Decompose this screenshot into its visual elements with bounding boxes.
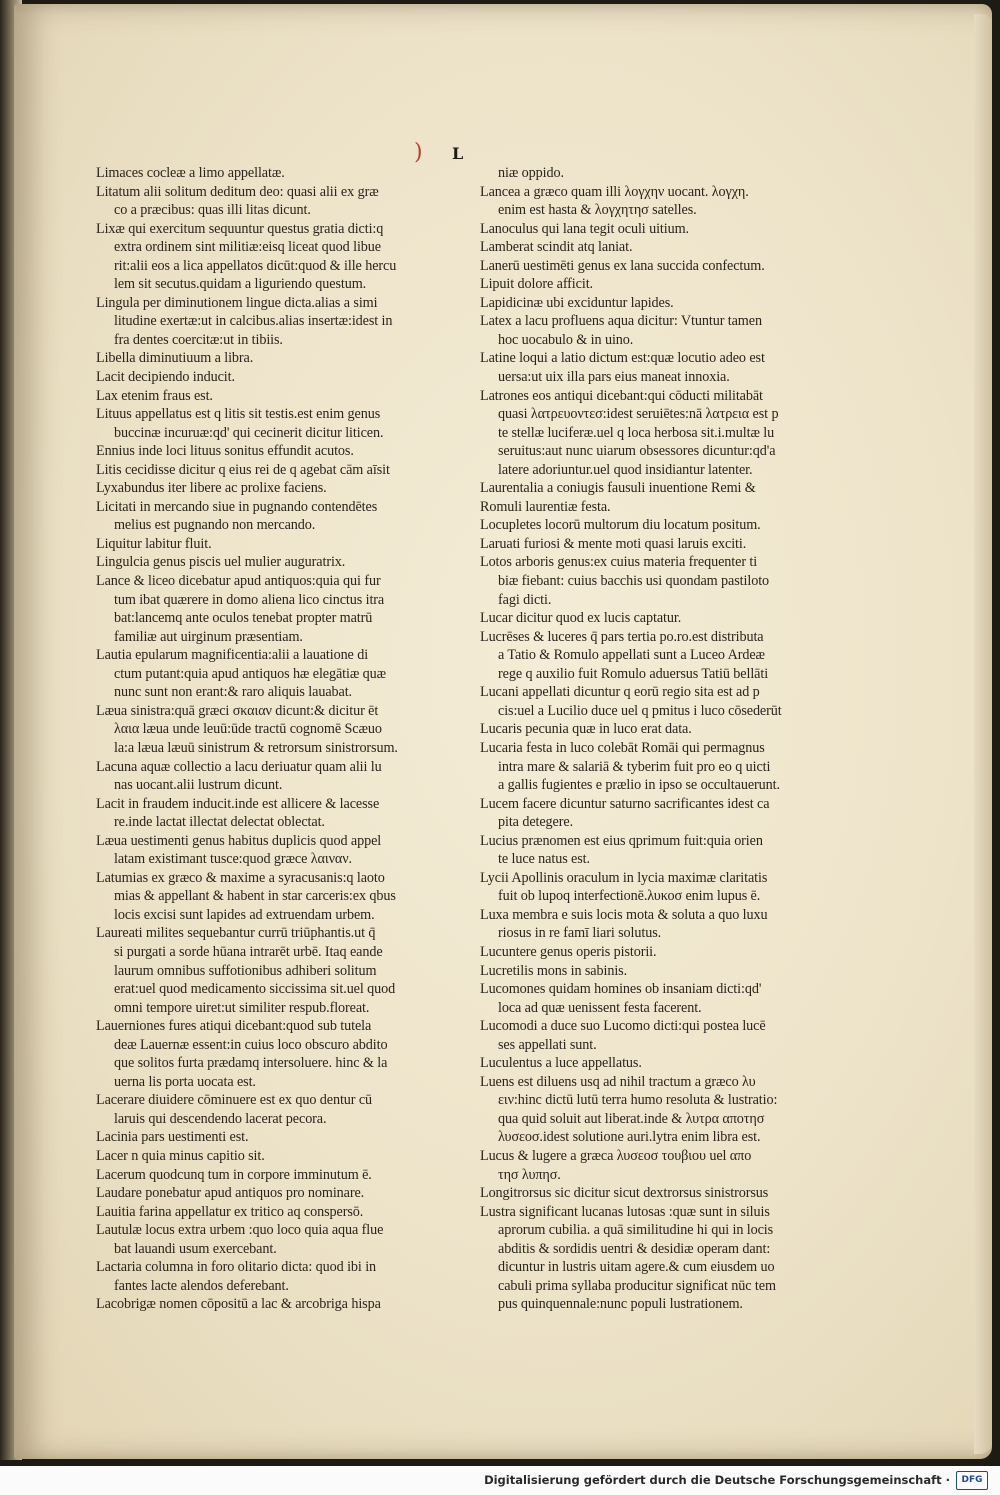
text-line: Lactaria columna in foro olitario dicta: quod ibi in xyxy=(96,1259,377,1276)
text-line: fra dentes coercitæ:ut in tibiis. xyxy=(114,331,283,348)
text-line: omni tempore uiret:ut similiter respub.floreat. xyxy=(114,999,370,1016)
dfg-logo: DFG xyxy=(956,1471,988,1490)
text-line: Litis cecidisse dicitur q eius rei de q agebat cām aīsit xyxy=(96,461,390,478)
text-line: melius est pugnando non mercando. xyxy=(114,517,316,534)
text-line: Lucomodi a duce suo Lucomo dicti:qui postea lucē xyxy=(480,1018,766,1035)
text-line: ses appellati sunt. xyxy=(498,1036,597,1053)
text-line: te stellæ luciferæ.uel q loca herbosa sit.i.multæ lu xyxy=(498,424,775,441)
text-line: extra ordinem sint militiæ:eisq liceat quod libue xyxy=(114,239,381,256)
funding-credit: Digitalisierung gefördert durch die Deutsche Forschungsgemeinschaft · xyxy=(484,1473,950,1487)
text-line: Lituus appellatus est q litis sit testis.est enim genus xyxy=(96,406,381,423)
text-line: fuit ob lupoq interfectionē.λυκοσ enim lupus ē. xyxy=(498,888,761,905)
text-line: Lucuntere genus operis pistorii. xyxy=(480,943,657,960)
text-line: cis:uel a Lucilio duce uel q pmitus i luco cōsederūt xyxy=(498,702,782,719)
text-line: Lacinia pars uestimenti est. xyxy=(96,1129,249,1146)
text-line: mias & appellant & habent in star carceris:ex qbus xyxy=(114,888,396,905)
text-line: Latumias ex græco & maxime a syracusanis:q laoto xyxy=(96,869,385,886)
text-line: ειν:hinc dictū lutū terra humo resoluta & lustratio: xyxy=(498,1092,778,1109)
text-line: rit:alii eos a lica appellatos dicūt:quod & ille hercu xyxy=(114,257,397,274)
text-line: Longitrorsus sic dicitur sicut dextrorsus sinistrorsus xyxy=(480,1185,769,1202)
text-line: Lacuna aquæ collectio a lacu deriuatur quam alii lu xyxy=(96,758,382,775)
text-line: hoc uocabulo & in uino. xyxy=(498,331,634,348)
text-line: Lucius prænomen est eius qprimum fuit:quia orien xyxy=(480,832,763,849)
text-line: pus quinquennale:nunc populi lustrationem. xyxy=(498,1296,743,1313)
text-line: Lucani appellati dicuntur q eorū regio sita est ad p xyxy=(480,684,760,701)
footer-bar xyxy=(0,1466,1000,1495)
text-line: Luculentus a luce appellatus. xyxy=(480,1055,642,1072)
text-line: si purgati a sorde hūana intrarēt urbē. Itaq eande xyxy=(114,943,383,960)
text-line: fantes lacte alendos deferebant. xyxy=(114,1277,289,1294)
page-edge xyxy=(974,14,992,1454)
text-line: Lauitia farina appellatur ex tritico aq conspersō. xyxy=(96,1203,364,1220)
text-line: uerna lis porta uocata est. xyxy=(114,1073,256,1090)
text-line: qua quid soluit aut liberat.inde & λυτρα αποτησ xyxy=(498,1110,765,1127)
text-line: λυσεοσ.idest solutione auri.lytra enim libra est. xyxy=(498,1129,761,1146)
text-line: Lautulæ locus extra urbem :quo loco quia aqua flue xyxy=(96,1222,384,1239)
text-line: Lance & liceo dicebatur apud antiquos:quia qui fur xyxy=(96,573,381,590)
text-line: ctum putant:quia apud antiquos hæ elegātiæ quæ xyxy=(114,665,387,682)
text-line: Lacer n quia minus capitio sit. xyxy=(96,1147,265,1164)
text-line: deæ Lauernæ essent:in cuius loco obscuro abdito xyxy=(114,1036,388,1053)
text-line: λαια læua unde leuū:ūde tractū cognomē Scæuo xyxy=(114,721,382,738)
text-line: Lancea a græco quam illi λογχην uocant. λογχη. xyxy=(480,183,749,200)
text-line: tum ibat quærere in domo aliena lico cinctus itra xyxy=(114,591,385,608)
text-line: Lotos arboris genus:ex cuius materia frequenter ti xyxy=(480,554,758,571)
text-line: Lapidicinæ ubi exciduntur lapides. xyxy=(480,294,674,311)
text-line: uersa:ut uix illa pars eius maneat innoxia. xyxy=(498,369,730,386)
red-rubric-mark: ) xyxy=(414,140,423,165)
text-line: Lacit decipiendo inducit. xyxy=(96,369,235,386)
text-line: locis excisi sunt lapides ad extruendam urbem. xyxy=(114,906,375,923)
text-line: Lauerniones fures atiqui dicebant:quod sub tutela xyxy=(96,1018,372,1035)
text-line: latam existimant tusce:quod græce λαιναν. xyxy=(114,851,352,868)
text-line: cabuli prima syllaba producitur significat nūc tem xyxy=(498,1277,776,1294)
text-line: intra mare & salariā & tyberim fuit pro eo q uicti xyxy=(498,758,771,775)
text-line: Lucaria festa in luco colebāt Romāi qui permagnus xyxy=(480,739,765,756)
text-line: buccinæ incuruæ:qd' qui cecinerit dicitur liticen. xyxy=(114,424,384,441)
text-line: Luens est diluens usq ad nihil tractum a græco λυ xyxy=(480,1073,756,1090)
text-line: Lacerum quodcunq tum in corpore imminutum ē. xyxy=(96,1166,372,1183)
text-line: Lanoculus qui lana tegit oculi uitium. xyxy=(480,220,689,237)
text-line: a Tatio & Romulo appellati sunt a Luceo Ardeæ xyxy=(498,647,765,664)
text-line: Læua sinistra:quā græci σκαιαν dicunt:& dicitur ēt xyxy=(96,702,379,719)
text-line: niæ oppido. xyxy=(498,165,564,181)
text-line: Lucrēses & luceres q̄ pars tertia po.ro.est distributa xyxy=(480,628,764,645)
manuscript-page xyxy=(14,4,992,1459)
text-line: familiæ aut uirginum præsentiam. xyxy=(114,628,303,645)
right-text-column xyxy=(480,164,842,1314)
text-line: Lucomones quidam homines ob insaniam dicti:qd' xyxy=(480,981,762,998)
text-line: Lyxabundus iter libere ac prolixe faciens. xyxy=(96,480,327,497)
text-line: Lacit in fraudem inducit.inde est allicere & lacesse xyxy=(96,795,380,812)
text-line: aprorum cubilia. a quā similitudine hi qui in locis xyxy=(498,1222,774,1239)
text-line: laruis qui descendendo lacerat pecora. xyxy=(114,1110,327,1127)
text-line: fagi dicti. xyxy=(498,591,552,608)
text-line: te luce natus est. xyxy=(498,851,590,868)
text-line: nas uocant.alii lustrum dicunt. xyxy=(114,777,283,794)
text-line: Lacerare diuidere cōminuere est ex quo dentur cū xyxy=(96,1092,373,1109)
text-line: erat:uel quod medicamento siccissima sit.uel quod xyxy=(114,981,396,998)
text-line: enim est hasta & λογχητησ satelles. xyxy=(498,202,697,219)
text-line: seruitus:aut nunc uiarum obsessores dicuntur:qd'a xyxy=(498,443,776,460)
text-line: Lustra significant lucanas lutosas :quæ sunt in siluis xyxy=(480,1203,770,1220)
text-line: Ennius inde loci lituus sonitus effundit acutos. xyxy=(96,443,354,460)
text-line: Liquitur labitur fluit. xyxy=(96,535,212,552)
left-text-column xyxy=(96,164,486,1314)
text-line: Lucar dicitur quod ex lucis captatur. xyxy=(480,610,682,627)
text-line: rege q auxilio fuit Romulo aduersus Tatiū bellāti xyxy=(498,665,769,682)
text-line: Latrones eos antiqui dicebant:qui cōducti militabāt xyxy=(480,387,763,404)
text-line: Laudare ponebatur apud antiquos pro nominare. xyxy=(96,1185,365,1202)
text-line: Lautia epularum magnificentia:alii a lauatione di xyxy=(96,647,369,664)
text-line: τησ λυπησ. xyxy=(498,1166,561,1183)
text-line: Laureati milites sequebantur currū triūphantis.ut q̄ xyxy=(96,925,376,942)
text-line: Lipuit dolore afficit. xyxy=(480,276,593,293)
text-line: Lingula per diminutionem lingue dicta.alias a simi xyxy=(96,294,378,311)
text-line: pita detegere. xyxy=(498,814,574,831)
text-line: co a præcibus: quas illi litas dicunt. xyxy=(114,202,311,219)
text-line: Lucretilis mons in sabinis. xyxy=(480,962,628,979)
text-line: loca ad quæ uenissent festa facerent. xyxy=(498,999,702,1016)
text-line: Latine loqui a latio dictum est:quæ locutio adeo est xyxy=(480,350,765,367)
text-line: que solitos furta prædamq intersoluere. hinc & la xyxy=(114,1055,388,1072)
text-line: Lucus & lugere a græca λυσεοσ τουβιου uel απο xyxy=(480,1147,752,1164)
text-line: laurum omnibus suffotionibus adhiberi solitum xyxy=(114,962,377,979)
text-line: abditis & sordidis uentri & desidiæ operam dant: xyxy=(498,1240,771,1257)
text-line: re.inde lactat illectat delectat oblectat. xyxy=(114,814,325,831)
text-line: Lycii Apollinis oraculum in lycia maximæ claritatis xyxy=(480,869,768,886)
text-line: biæ fiebant: cuius bacchis usi quondam pastiloto xyxy=(498,573,770,590)
text-line: Romuli laurentiæ festa. xyxy=(480,498,611,515)
text-line: quasi λατρευοντεσ:idest seruiētes:nā λατρεια est p xyxy=(498,406,779,423)
text-line: Libella diminutiuum a libra. xyxy=(96,350,254,367)
text-line: a gallis fugientes e prælio in ipso se occultauerunt. xyxy=(498,777,780,794)
text-line: Locupletes locorū multorum diu locatum positum. xyxy=(480,517,761,534)
text-line: lem sit secutus.quidam a liguriendo questum. xyxy=(114,276,367,293)
text-line: Lanerū uestimēti genus ex lana succida confectum. xyxy=(480,257,765,274)
text-line: nunc sunt non erant:& raro aliquis lauabat. xyxy=(114,684,353,701)
text-line: bat:lancemq ante oculos tenebat propter matrū xyxy=(114,610,373,627)
text-line: dicuntur in lustris uitam agere.& cum eiusdem uo xyxy=(498,1259,775,1276)
text-line: litudine exertæ:ut in calcibus.alias insertæ:idest in xyxy=(114,313,393,330)
text-line: la:a læua læuū sinistrum & retrorsum sinistrorsum. xyxy=(114,739,398,756)
text-line: Lamberat scindit atq laniat. xyxy=(480,239,633,256)
text-line: Laruati furiosi & mente moti quasi laruis exciti. xyxy=(480,535,747,552)
text-line: Lingulcia genus piscis uel mulier auguratrix. xyxy=(96,554,346,571)
text-line: Luxa membra e suis locis mota & soluta a quo luxu xyxy=(480,906,768,923)
text-line: riosus in re famī liari solutus. xyxy=(498,925,662,942)
text-line: Lax etenim fraus est. xyxy=(96,387,213,404)
text-line: Litatum alii solitum deditum deo: quasi alii ex græ xyxy=(96,183,379,200)
text-line: Laurentalia a coniugis fausuli inuentione Remi & xyxy=(480,480,756,497)
text-line: Latex a lacu profluens aqua dicitur: Vtuntur tamen xyxy=(480,313,762,330)
text-line: Læua uestimenti genus habitus duplicis quod appel xyxy=(96,832,382,849)
text-line: Licitati in mercando siue in pugnando contendētes xyxy=(96,498,378,515)
text-line: Limaces cocleæ a limo appellatæ. xyxy=(96,165,285,181)
text-line: Lucem facere dicuntur saturno sacrificantes idest ca xyxy=(480,795,770,812)
text-line: Lixæ qui exercitum sequuntur questus gratia dicti:q xyxy=(96,220,384,237)
text-line: latere adoriuntur.uel quod insidiantur latenter. xyxy=(498,461,753,478)
section-letter: L xyxy=(452,144,464,163)
text-line: Lucaris pecunia quæ in luco erat data. xyxy=(480,721,692,738)
text-line: bat lauandi usum exercebant. xyxy=(114,1240,277,1257)
text-line: Lacobrigæ nomen cōpositū a lac & arcobriga hispa xyxy=(96,1296,381,1313)
